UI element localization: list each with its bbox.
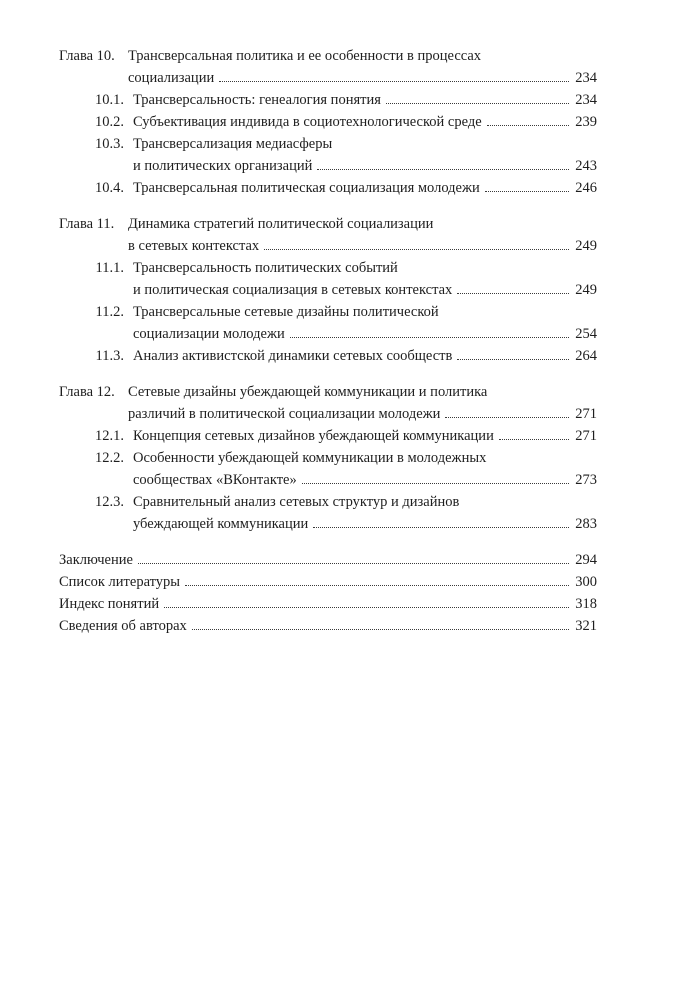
page-number: 239 [575,114,597,130]
chapter-title-text: Трансверсальная политика и ее особенности в процессах [128,48,482,64]
section-entry [59,133,597,177]
section-title-text: Трансверсальная политическая социализация молодежи [133,180,480,196]
back-matter-body [59,593,597,615]
chapter-title-body [119,381,597,425]
dot-leader [219,77,569,82]
page-number: 254 [575,326,597,342]
section-title-line [133,345,597,367]
chapter-title-body [119,45,597,89]
dot-leader [264,245,569,250]
section-title-line [133,279,597,301]
page-number: 271 [575,406,597,422]
section-title-text: Трансверсальность политических событий [133,260,398,276]
section-number: 12.2. [95,450,124,466]
chapter-label: Глава 11. [59,216,115,232]
chapter-entry [59,213,597,257]
back-matter-title: Сведения об авторах [59,618,187,634]
section-title-text: Трансверсализация медиасферы [133,136,333,152]
back-matter-title: Заключение [59,552,133,568]
dot-leader [457,355,569,360]
page-number: 321 [575,618,597,634]
chapter-title-body [119,213,597,257]
section-title-body [124,447,597,491]
section-title-line [133,323,597,345]
chapter-group [59,45,597,199]
section-title-body [124,345,597,367]
back-matter-entry [59,615,597,637]
section-number: 10.1. [95,92,124,108]
page-number: 273 [575,472,597,488]
chapter-title-line [128,67,597,89]
section-title-text: Анализ активистской динамики сетевых сообществ [133,348,453,364]
section-title-text: Сравнительный анализ сетевых структур и дизайнов [133,494,460,510]
back-matter-line [59,549,597,571]
dot-leader [487,121,570,126]
section-number: 11.3. [95,348,124,364]
back-matter-line [59,615,597,637]
section-title-body [124,425,597,447]
page-number: 243 [575,158,597,174]
section-title-line [133,491,597,513]
section-number: 12.1. [95,428,124,444]
chapter-title-line [128,213,597,235]
page-number: 264 [575,348,597,364]
section-title-body [124,301,597,345]
back-matter-body [59,615,597,637]
dot-leader [192,625,569,630]
section-number: 11.1. [95,260,124,276]
section-number: 10.4. [95,180,124,196]
chapter-title-text: Динамика стратегий политической социализации [128,216,434,232]
section-title-line [133,89,597,111]
chapter-entry [59,381,597,425]
section-title-text: социализации молодежи [133,326,285,342]
dot-leader [313,523,569,528]
back-matter-line [59,571,597,593]
chapter-title-text: различий в политической социализации молодежи [128,406,441,422]
page-number: 234 [575,70,597,86]
section-title-body [124,111,597,133]
back-matter-entry [59,593,597,615]
section-entry [59,177,597,199]
page-number: 249 [575,282,597,298]
section-title-text: убеждающей коммуникации [133,516,309,532]
chapter-title-line [128,45,597,67]
dot-leader [499,435,569,440]
chapter-title-text: Сетевые дизайны убеждающей коммуникации и политика [128,384,488,400]
chapter-title-text: социализации [128,70,215,86]
section-entry [59,425,597,447]
section-title-line [133,447,597,469]
back-matter-entry [59,549,597,571]
chapter-group [59,381,597,535]
section-title-text: и политическая социализация в сетевых контекстах [133,282,453,298]
section-entry [59,491,597,535]
back-matter-body [59,549,597,571]
section-title-line [133,469,597,491]
section-title-body [124,133,597,177]
section-entry [59,345,597,367]
dot-leader [290,333,570,338]
chapter-title-line [128,381,597,403]
section-title-line [133,111,597,133]
section-title-text: сообществах «ВКонтакте» [133,472,297,488]
page-number: 271 [575,428,597,444]
page-number: 294 [575,552,597,568]
dot-leader [485,187,569,192]
back-matter-body [59,571,597,593]
chapter-title-line [128,403,597,425]
back-matter-title: Список литературы [59,574,181,590]
section-title-line [133,425,597,447]
chapter-label: Глава 12. [59,384,115,400]
section-number: 11.2. [95,304,124,320]
section-title-body [124,257,597,301]
page-number: 234 [575,92,597,108]
section-title-line [133,177,597,199]
section-title-line [133,133,597,155]
section-number: 12.3. [95,494,124,510]
section-title-line [133,513,597,535]
dot-leader [386,99,569,104]
section-entry [59,111,597,133]
dot-leader [302,479,570,484]
page-number: 246 [575,180,597,196]
dot-leader [317,165,569,170]
section-number: 10.2. [95,114,124,130]
dot-leader [185,581,569,586]
chapter-title-text: в сетевых контекстах [128,238,260,254]
section-title-text: Субъективация индивида в социотехнологической среде [133,114,482,130]
back-matter-line [59,593,597,615]
section-entry [59,301,597,345]
page-number: 283 [575,516,597,532]
dot-leader [164,603,569,608]
section-title-body [124,89,597,111]
section-entry [59,447,597,491]
section-entry [59,89,597,111]
dot-leader [457,289,569,294]
back-matter-entry [59,571,597,593]
section-entry [59,257,597,301]
chapter-title-line [128,235,597,257]
section-title-text: Особенности убеждающей коммуникации в молодежных [133,450,487,466]
section-title-text: и политических организаций [133,158,313,174]
section-title-line [133,155,597,177]
page-number: 300 [575,574,597,590]
back-matter [59,549,597,637]
chapter-label: Глава 10. [59,48,115,64]
chapter-entry [59,45,597,89]
table-of-contents [59,45,597,651]
section-number: 10.3. [95,136,124,152]
back-matter-title: Индекс понятий [59,596,160,612]
section-title-body [124,491,597,535]
section-title-line [133,257,597,279]
chapter-group [59,213,597,367]
dot-leader [445,413,569,418]
dot-leader [138,559,569,564]
page-number: 318 [575,596,597,612]
section-title-text: Трансверсальность: генеалогия понятия [133,92,381,108]
page-number: 249 [575,238,597,254]
section-title-text: Концепция сетевых дизайнов убеждающей коммуникации [133,428,494,444]
section-title-text: Трансверсальные сетевые дизайны политической [133,304,439,320]
section-title-line [133,301,597,323]
section-title-body [124,177,597,199]
